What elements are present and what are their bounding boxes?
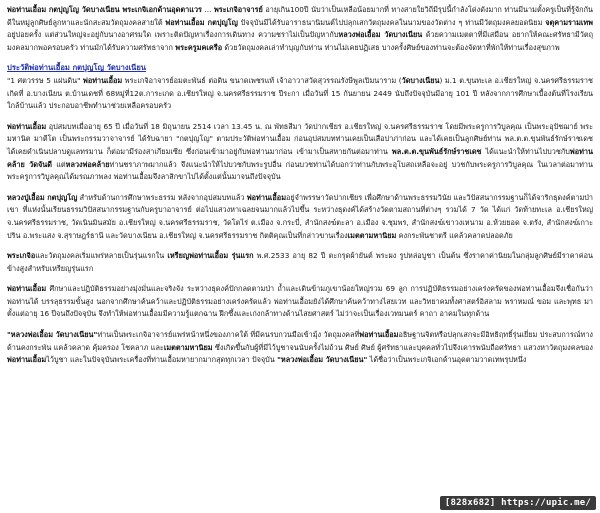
text-run: และวัตถุมงคลเริ่มแพร่หลายเป็นรุ่นแรกใน [35, 251, 168, 261]
closing-paragraph [7, 329, 593, 367]
text-run: ศึกษาและปฏิบัติธรรมอย่างมุ่งมั่นและจริงจัง ระหว่างธุดงค์ปักกลดตามป่า ถ้ำและเดินข้ามภูเขาน้อยใหญ่รวม 69 ลูก การปฏิบัติธรรมอย่างเคร่งครัดของพ่อท่านเอื้อมจึงเชื่อกันว่าพ่อท่านได้ บรรลุธรรมขั้นสูง นอกจากศึกษาค้นคว้าและปฏิบัติธรรมอย่างเคร่งครัดแล้ว พ่อท่านเอื้อมยังได้ศึกษาค้นคว้าทางไสยเวท และวิทยาคมทั้งศาสตร์อิสลาม พราหมณ์ ขอม และพุทธ มาตั้งแต่อายุ 16 ปีจนถึงปัจจุบัน จึงทำให้พ่อท่านเอื้อมมีความรู้แตกฉาน ฝึกซึ้งและเก่งกล้าทางด้านไสยศาสตร์ ไม่ว่าจะเป็นเรื่องเวทมนตร์ คาถา อาคมในทุกด้าน [7, 284, 593, 319]
text-run: "หลวงพ่อเอื้อม วัดบางเนียน" [277, 355, 368, 365]
text-run: อยู่บ่อยครั้ง แต่ส่วนใหญ่จะอยู่กับนางอาศรมใด เพราะติดปัญหาเรื่องการเดินทาง ความชราไม่เป็นปัญหากับ [7, 30, 339, 40]
text-run: อยู่จำพรรษาวัดปากเชียร เพื่อศึกษาด้านพระธรรมวินัย และวิปัสสนากรรมฐานก็ได้จาริกธุดงค์ตามป่าเขา ที่แห่งนั้นเรียนธรรมวิปัสสนากรรมฐานกับครูบาอาจารย์ ต่อไปแสวงหาเฉลยจนมากแล้วไปขึ้น ระหว่างธุดงค์ได้สร้างวัดตามสถานที่ต่างๆ รวมได้ 7 วัด ได้แก่ วัดท้ายทะเล อ.เชียรใหญ่ จ.นครศรีธรรมราช, วัดเนินมินสมัย อ.เชียรใหญ่ จ.นครศรีธรรมราช, วัดโตไร่ ต.เมือง จ.กระบี่, สำนักสงฆ์ตะลา อ.เมือง จ.ชุมพร, สำนักสงฆ์เขาวงเหนาม อ.ห้วยยอด จ.ตรัง, สำนักสงฆ์เกาะปริน อ.พระแสง จ.สุราษฎร์ธานี และวัดบางเนียน อ.เชียรใหญ่ จ.นครศรีธรรมราช กิตติคุณเป็นที่กล่าวขานเรื่อง [7, 192, 594, 240]
text-run: พ่อท่านเอื้อม กตปุญโญ [165, 17, 238, 27]
text-run: พระเกจิอาจารย์ [213, 5, 263, 14]
text-run: เหรียญพ่อท่านเอื้อม รุ่นแรก [167, 251, 254, 261]
text-run: ท่านเป็นพระเกจิอาจารย์แพร่หน้าหนึ่งของภาคใต้ ที่มีคนรบกวนมือเข้ามุ้ง วัตถุมงคลที่ [97, 330, 360, 340]
text-run: ได้แนะนำให้ท่านไปบวชกับ [481, 146, 570, 156]
text-run: คงกระพันชาตรี แคล้วคลาดปลอดภัย [396, 230, 513, 240]
text-run: "หลวงพ่อเอื้อม วัดบางเนียน" [7, 330, 98, 340]
bio-paragraph [7, 75, 593, 113]
text-run: พ่อท่านคล้าย วัดจันดี [7, 146, 593, 169]
section-heading: ประวัติพ่อท่านเอื้อม กตปุญโญ วัดบางเนียน [7, 63, 146, 73]
intro-paragraph [7, 4, 593, 54]
text-run: พระเกจิอ [7, 251, 36, 261]
text-run: แต่ [52, 159, 66, 169]
text-run: ปัจจุบันมีได้รับอาราธนานิมนต์ไปปลุกเสกวัตถุมงคลในนามของวัดต่าง ๆ ท่านมีวัตถุมงคลยอดนิยม [237, 17, 546, 27]
text-run: ไว้บูชา และในปัจจุบันพระเครื่องที่ท่านเอื้อมหายากมากสุดทุกเวลา ปัจจุบัน [46, 355, 278, 365]
text-run: อุปสมบทเมื่ออายุ 65 ปี เมื่อวันที่ 18 มิถุนายน 2514 เวลา 13.45 น. ณ พัทธสีมา วัดปากเชียร อ.เชียรใหญ่ จ.นครศรีธรรมราช โดยมีพระครูการวิบูลคุณ เป็นพระอุปัชฌาย์ พระมหานิต มาตีโต เป็นพระกรรมวาจาจารย์ ได้รับฉายา "กตปุญโญ" ตามประวัติพ่อท่านเอื้อม ก่อนอุปสมบทท่านเคยเป็นเสือปาภ่าก่อน และได้เคยเป็นลูกศิษย์ท่าน พล.ต.ต.ขุนพันธ์รักษ์ราชเดช ได้เคยดำเนินปลาบดูแลทรมาน ก็ต่อมามีร่องสาเกียมเซีย ซึ่งก่อนเข้ามาอยู่กับพ่อท่านมาก่อน เข้ามาเป็นสหายกันต่อมาท่าน [7, 121, 593, 156]
text-run: พ่อท่านเอื้อม [7, 284, 47, 294]
text-run: วัดบางเนียน [401, 75, 440, 85]
text-run: พระเกจิอาจารย์อมตะพันธ์ ต่อดิน ขนาดเพชรแท้ เจ้าอาวาสวัดสุวรรณรังษีพูลเปิมนาราม ( [122, 75, 402, 85]
text-run: "1 ศตวรรษ 5 แผ่นดิน" [7, 75, 84, 85]
text-run: ซึ่งเกิดขึ้นกับผู้ที่มีไว้บูชาจนนับครั้งไม่ถ้วน ศิษย์ ศิษย์ ผู้ศรัทธาและบุคคลทั่วไปจึงเคารพนับถือศรัทธา แสวงหาวัตถุมงคลของ [212, 342, 593, 352]
ordination-paragraph [7, 121, 593, 184]
practice-paragraph [7, 192, 593, 242]
text-run: สำหรับด้านการศึกษาพระธรรม หลังจากอุปสมบทแล้ว [77, 192, 247, 202]
text-run: พ่อท่านเอื้อม [7, 121, 47, 131]
text-run: หลวงปู่เอื้อม กตปุญโญ [7, 192, 78, 202]
text-run: เมตตามหานิยม [347, 230, 397, 240]
image-host-watermark: [828x682] https://upic.me/ [440, 496, 596, 510]
amulet-paragraph [7, 250, 593, 275]
text-run: ได้ชื่อว่าเป็นพระเกจิเอกด้านอุดตามวาดเทพรุปหนึ่ง [367, 355, 527, 365]
text-run: อายุเกิน100ปี นับว่าเป็นเหลือน้อยมากที่ ทางสายใยวิถีมีรุปนี้กำลังโด่งดังมาก ท่านมีนามตั้งครูเป็นที่รู้จักกันดีในหมู่ลูกศิษย์ลูกหาและนักสะสมวัตถุมงคลสายใต้ [7, 5, 593, 27]
text-run: หลวงพ่อคล้าย [65, 159, 110, 169]
text-run: พ่อท่านเอื้อม [359, 330, 399, 340]
text-run: พล.ต.ต.ขุนพันธ์รักษ์ราชเดช [391, 146, 482, 156]
text-run: พ.ศ.2533 อายุ 82 ปี ตะกรุดผ้ายันต์ พระผง รูปหล่อบูชา เป็นต้น ซึ่งราคาค่านิยมในกลุ่มลูกศิษย์มีราคาค่อนข้างสูงสำหรับเหรียญรุ่นแรก [7, 251, 593, 273]
text-run: พระครูมคเครือ [175, 42, 223, 52]
text-run: ... [201, 5, 214, 14]
text-run: ด้วยวัตถุมงคลเล่าทำบุญกับท่าน ท่านไม่เคยปฏิเสธ บางครั้งศิษย์ของท่านจะต้องจัดหาที่พักให้ท่านเรื่องสุขภาพ [222, 42, 560, 52]
text-run: พ่อท่านเอื้อม [83, 75, 123, 85]
text-run: พ่อท่านเอื้อม [246, 192, 287, 202]
text-run: ท่านชราภาพมากแล้ว จึงแนะนำให้ไปบวชกับพระรูปอื่น ก่อนบวชท่านได้บอกว่าท่านกับพระอุโบสถเหลือจะอยู่ บวชกับพระครูการวิบูลคุณ ในเวลาต่อมาท่านพระครูการวิบูลคุณได้มรณภาพลง พ่อท่านเอื้อมจึงลาสิกขาไปได้ตั้งแต่นั้นมาจนถึงปัจจุบัน [7, 159, 593, 182]
text-run: ด้วยความเมตตาที่มีเสมือน อยากให้คณะศรัทธามีวัตถุมงคลมากพอครอบครัว ท่านมักได้รับความศรัทธาจาก [7, 30, 593, 52]
text-run: ) ม.1 ต.ขุนทะเล อ.เชียรใหญ่ จ.นครศรีธรรมราช เกิดที่ อ.บางเนียน ต.บ้านเดชที่ 68หมู่ที่12ต.การะเกด อ.เชียรใหญ่ จ.นครศรีธรรมราช ปีระกา เมื่อวันที่ 15 กันยายน 2449 นับถึงปัจจุบันมีอายุ 101 ปี หลังจากการศึกษาเบื้องต้นที่โรงเรียนใกล้บ้านแล้ว ประกอบอาชีพทำนาช่วยเหลือครอบครัว [7, 75, 593, 111]
title-text: พ่อท่านเอื้อม กตปุญโญ วัดบางเนียน พระเกจิเอกด้านอุดตาแวร [7, 5, 202, 14]
text-run: อธิษฐานจิตหรือปลุกเสกจะมีอิทธิฤทธิ์รุ่นเยี่ยม ประสบการณ์ทางด้านคงกระพัน แคล้วคลาด คุ้มครอง โชคลาภ และ [7, 330, 593, 352]
text-run: เมตตามหานิยม [163, 342, 213, 352]
text-run: พ่อท่านเอื้อม [7, 355, 47, 365]
study-paragraph [7, 283, 593, 321]
text-run: หลวงพ่อเอื้อม วัดบางเนียน [338, 30, 423, 40]
text-run: จตุคามรามเทพ [545, 17, 593, 27]
